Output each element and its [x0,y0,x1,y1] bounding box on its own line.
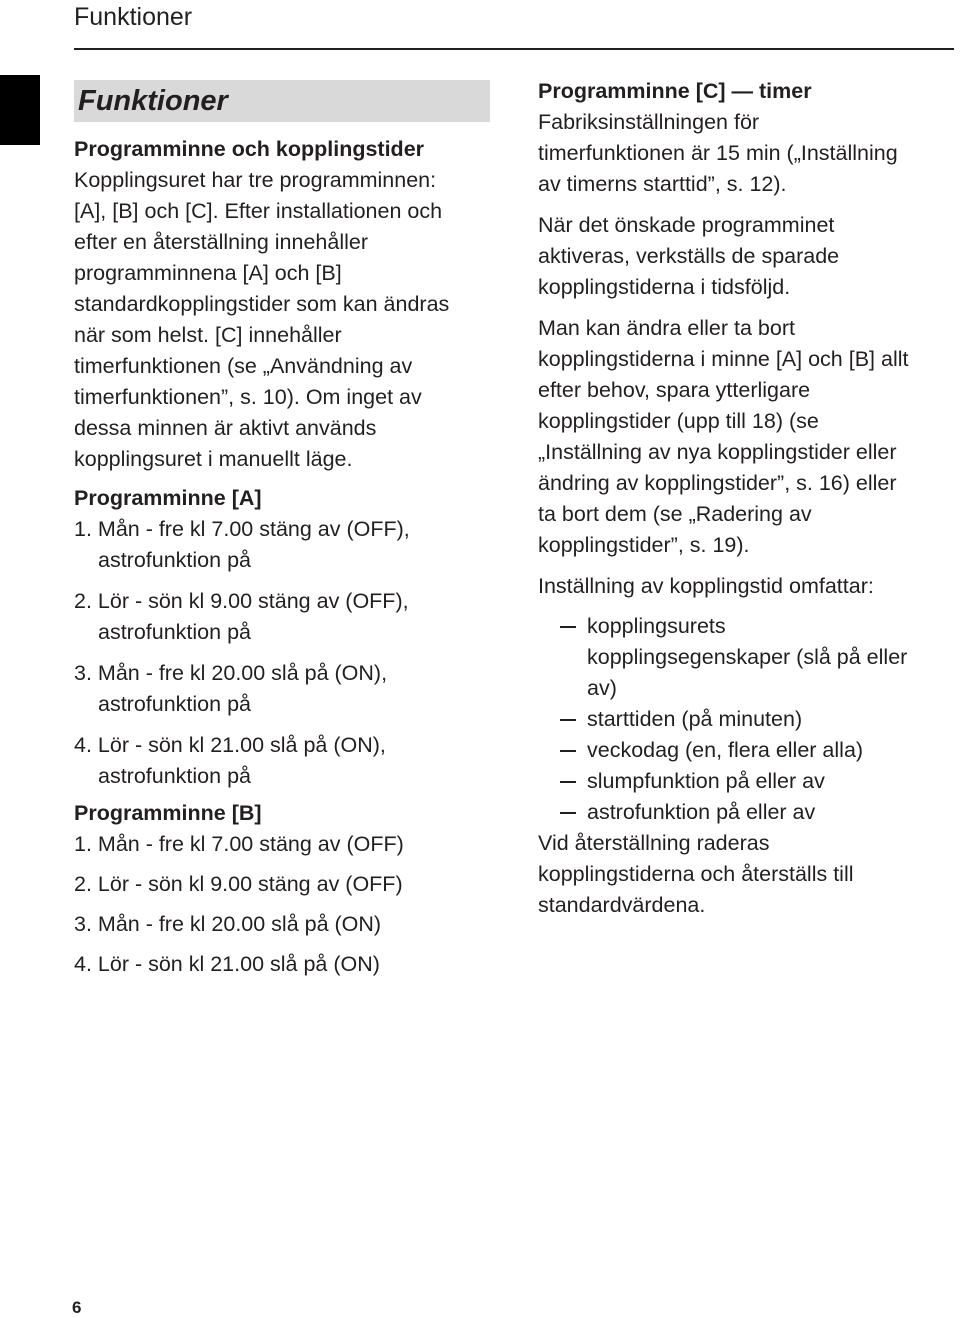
list-item-line1: 3. Mån - fre kl 20.00 slå på (ON), [74,661,388,685]
paragraph-line: Fabriksinställningen för [538,110,760,134]
paragraph-line: ändring av kopplingstider”, s. 16) eller [538,471,897,495]
list-item-line2: astrofunktion på [98,692,251,716]
paragraph-line: aktiveras, verkställs de sparade [538,244,840,268]
dash-item-line: astrofunktion på eller av [587,800,816,824]
section-banner [74,80,490,122]
dash-item-line: kopplingsegenskaper (slå på eller [587,645,908,669]
intro-line: [A], [B] och [C]. Efter installationen och [74,199,443,223]
paragraph-activation [538,210,958,303]
intro-line: timerfunktionen (se „Användning av [74,354,413,378]
intro-line: kopplingsuret i manuellt läge. [74,447,353,471]
settings-dash-list [538,611,958,828]
paragraph-line: När det önskade programminet [538,213,835,237]
paragraph-line: ta bort dem (se „Radering av [538,502,812,526]
list-item: 3. Mån - fre kl 20.00 slå på (ON) [74,912,382,936]
dash-bullet [560,781,576,783]
dash-list-item [538,735,958,766]
list-programminne-a [74,514,494,792]
list-item [74,658,494,720]
paragraph-line: kopplingstider (upp till 18) (se [538,409,819,433]
paragraph-line: kopplingstiderna i tidsföljd. [538,275,791,299]
list-item [74,514,494,576]
dash-bullet [560,626,576,628]
dash-list-item [538,766,958,797]
page-number: 6 [72,1298,82,1317]
paragraph-line: Man kan ändra eller ta bort [538,316,795,340]
list-item-line1: 4. Lör - sön kl 21.00 slå på (ON), [74,733,386,757]
list-item-line2: astrofunktion på [98,620,251,644]
list-item-line2: astrofunktion på [98,548,251,572]
paragraph-line: standardvärdena. [538,893,706,917]
paragraph-line: kopplingstiderna i minne [A] och [B] allt [538,347,909,371]
list-item: 1. Mån - fre kl 7.00 stäng av (OFF) [74,832,404,856]
list-item: 4. Lör - sön kl 21.00 slå på (ON) [74,952,380,976]
paragraph-line: timerfunktionen är 15 min („Inställning [538,141,898,165]
list-item-line1: 2. Lör - sön kl 9.00 stäng av (OFF), [74,589,409,613]
list-item [74,730,494,792]
intro-line: standardkopplingstider som kan ändras [74,292,450,316]
left-column [74,76,494,989]
heading-programminne-b: Programminne [B] [74,801,262,825]
paragraph-line: kopplingstiderna och återställs till [538,862,854,886]
dash-bullet [560,719,576,721]
intro-paragraph [74,165,494,475]
right-column [538,76,958,921]
list-item-line2: astrofunktion på [98,764,251,788]
dash-list-item [538,797,958,828]
paragraph-line: av timerns starttid”, s. 12). [538,172,787,196]
header-rule [74,48,954,50]
intro-line: när som helst. [C] innehåller [74,323,342,347]
intro-line: Kopplingsuret har tre programminnen: [74,168,437,192]
intro-line: timerfunktionen”, s. 10). Om inget av [74,385,422,409]
paragraph-line: efter behov, spara ytterligare [538,378,811,402]
dash-item-line: veckodag (en, flera eller alla) [587,738,864,762]
paragraph-settings-intro: Inställning av kopplingstid omfattar: [538,574,874,598]
heading-programminne-a: Programminne [A] [74,486,262,510]
dash-item-line: kopplingsurets [587,614,726,638]
chapter-tab-marker [0,75,40,145]
running-header: Funktioner [74,3,193,31]
list-item-line1: 1. Mån - fre kl 7.00 stäng av (OFF), [74,517,410,541]
intro-line: dessa minnen är aktivt används [74,416,377,440]
paragraph-edit-times [538,313,958,561]
dash-item-line: slumpfunktion på eller av [587,769,825,793]
intro-line: programminnena [A] och [B] [74,261,342,285]
paragraph-reset [538,828,958,921]
dash-item-line: av) [587,676,617,700]
paragraph-line: „Inställning av nya kopplingstider eller [538,440,897,464]
paragraph-factory-setting [538,107,958,200]
dash-list-item [538,704,958,735]
list-item: 2. Lör - sön kl 9.00 stäng av (OFF) [74,872,403,896]
paragraph-line: Vid återställning raderas [538,831,770,855]
dash-item-line: starttiden (på minuten) [587,707,803,731]
section-title: Funktioner [78,84,228,117]
list-programminne-b [74,829,494,980]
paragraph-line: kopplingstider”, s. 19). [538,533,750,557]
heading-programminne-kopplingstider: Programminne och kopplingstider [74,137,425,161]
intro-line: efter en återställning innehåller [74,230,369,254]
dash-bullet [560,812,576,814]
list-item [74,586,494,648]
dash-list-item [538,611,958,704]
heading-programminne-c: Programminne [C] — timer [538,79,812,103]
dash-bullet [560,750,576,752]
